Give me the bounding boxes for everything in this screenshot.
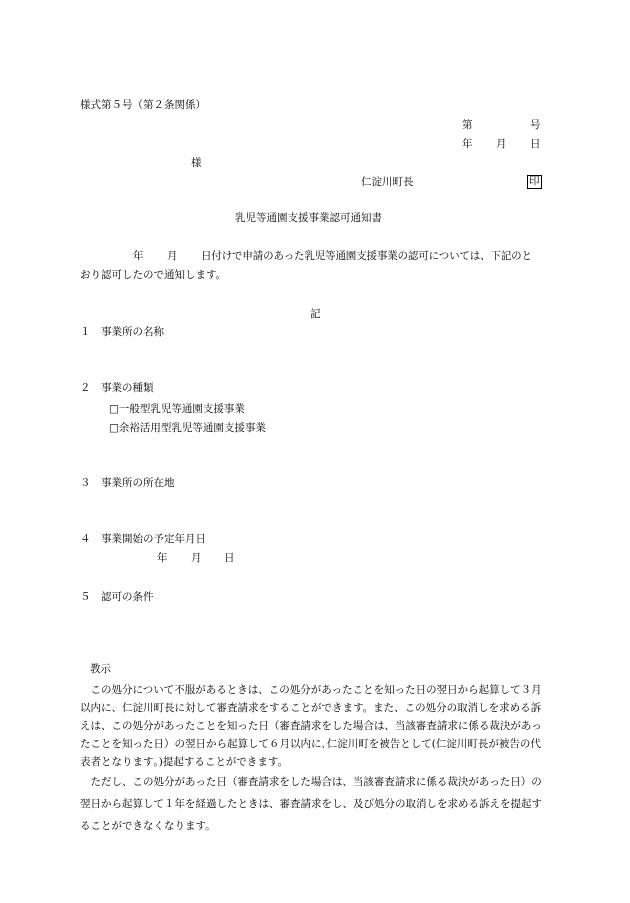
notice-body	[80, 681, 550, 837]
notice-heading: 教示	[90, 663, 111, 675]
document-title: 乳児等通園支援事業認可通知書	[235, 212, 382, 224]
date-day: 日	[530, 138, 541, 150]
business-type-option: □一般型乳児等通園支援事業	[109, 403, 245, 415]
addressee-honorific: 様	[191, 157, 202, 169]
form-number: 様式第５号（第２条関係）	[80, 99, 206, 111]
doc-number-go: 号	[530, 119, 541, 131]
doc-number-dai: 第	[462, 119, 473, 131]
intro-text-line1: 日付けで申請のあった乳児等通園支援事業の認可については、下記のと	[201, 250, 532, 262]
seal-label: 印	[529, 175, 540, 187]
item-number: ５	[80, 591, 91, 603]
item-number: ３	[80, 477, 91, 489]
seal-stamp	[527, 175, 542, 189]
start-date-month: 月	[191, 552, 202, 564]
item-label-facility-name: 事業所の名称	[101, 326, 164, 338]
issuer-name: 仁淀川町長	[361, 176, 414, 188]
item-number: ４	[80, 533, 91, 545]
intro-month: 月	[167, 250, 178, 262]
item-number: １	[80, 326, 91, 338]
start-date-year: 年	[157, 552, 168, 564]
item-number: ２	[80, 382, 91, 394]
notice-paragraph-1: この処分について不服があるときは、この処分があったことを知った日の翌日から起算して３月以内に、仁淀川町長に対して審査請求をすることができます。また、この処分の取消しを求める訴えは、この処分があったことを知った日（審査請求をした場合は、当該審査請求に係る裁決があったことを知った日）の翌日から起算して６月以内に､仁淀川町を被告として(仁淀川町長が被告の代表者となります｡)提起することができます。	[80, 684, 542, 768]
start-date-day: 日	[224, 552, 235, 564]
notice-paragraph-2: ただし、この処分があった日（審査請求をした場合は、当該審査請求に係る裁決があった日）の翌日から起算して１年を経過したときは、審査請求をし、及び処分の取消しを求める訴えを提起することができなくなります。	[80, 776, 542, 832]
date-year: 年	[462, 138, 473, 150]
item-label-facility-address: 事業所の所在地	[101, 477, 175, 489]
intro-year: 年	[133, 250, 144, 262]
item-label-start-date: 事業開始の予定年月日	[101, 533, 206, 545]
business-type-option: □余裕活用型乳児等通園支援事業	[109, 422, 266, 434]
item-label-business-type: 事業の種類	[101, 382, 154, 394]
ki-heading: 記	[310, 308, 321, 320]
date-month: 月	[496, 138, 507, 150]
intro-text-line2: おり認可したので通知します。	[80, 269, 227, 281]
item-label-conditions: 認可の条件	[101, 591, 154, 603]
